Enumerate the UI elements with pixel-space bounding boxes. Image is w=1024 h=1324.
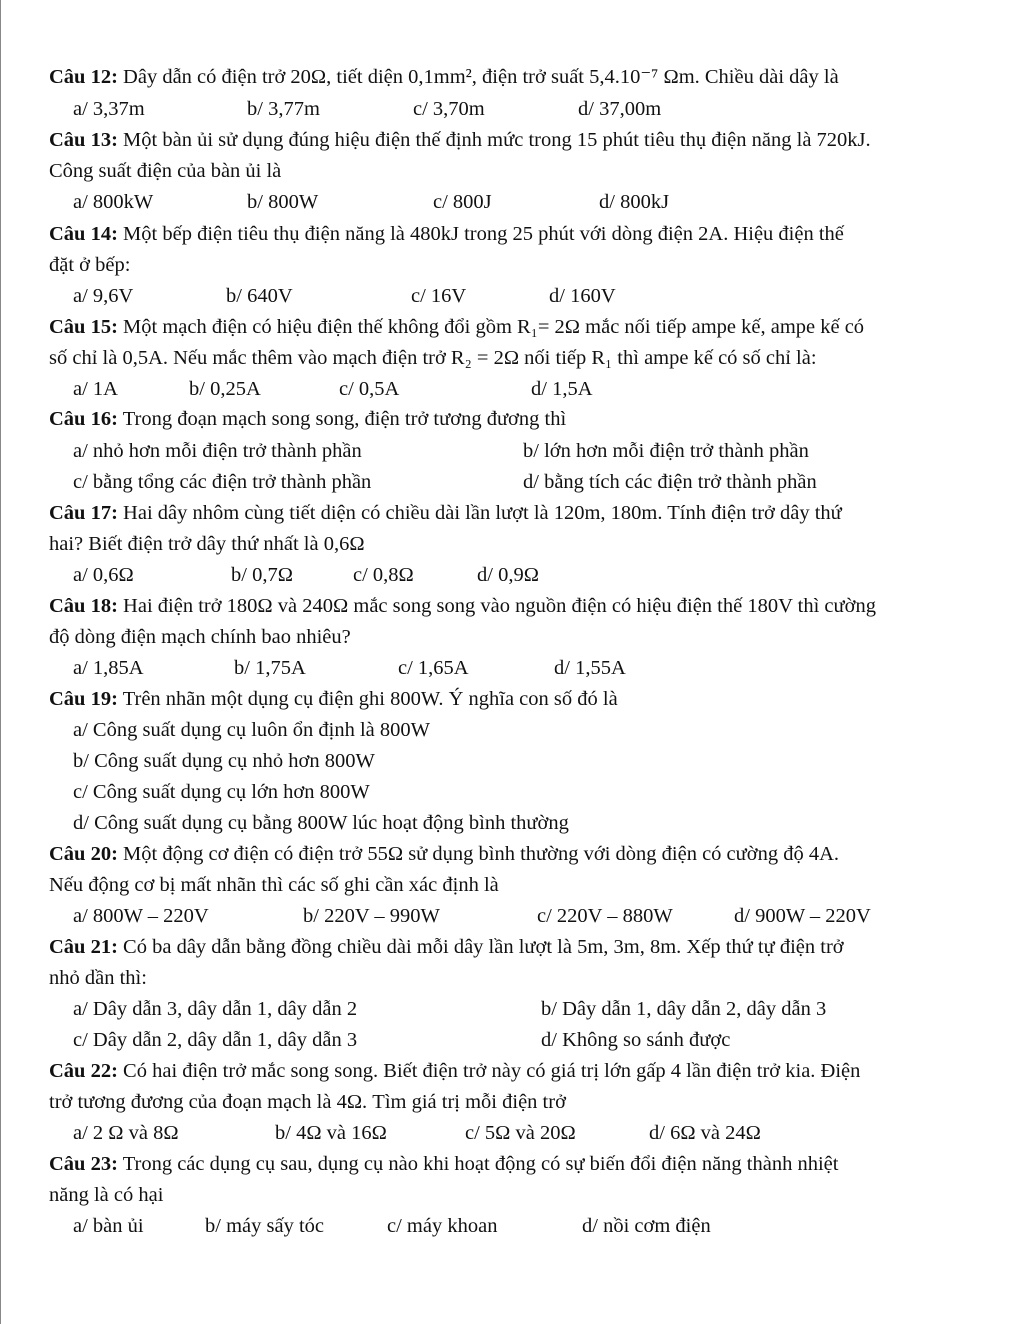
answer-18c: c/ 1,65A [398,657,469,679]
question-19: Câu 19: Trên nhãn một dụng cụ điện ghi 800W. Ý nghĩa con số đó là [49,688,618,710]
answer-14c: c/ 16V [411,285,467,307]
answer-22b: b/ 4Ω và 16Ω [275,1122,387,1144]
question-15: Câu 15: Một mạch điện có hiệu điện thế không đổi gồm R₁= 2Ω mắc nối tiếp ampe kế, ampe kế có [49,316,865,338]
answer-23c: c/ máy khoan [387,1215,498,1237]
question-14-line-2: đặt ở bếp: [49,254,131,276]
answer-23b: b/ máy sấy tóc [205,1215,324,1237]
answer-19c: c/ Công suất dụng cụ lớn hơn 800W [73,781,370,803]
question-14: Câu 14: Một bếp điện tiêu thụ điện năng là 480kJ trong 25 phút với dòng điện 2A. Hiệu điện thế [49,223,844,245]
answer-15a: a/ 1A [73,378,118,400]
answer-18a: a/ 1,85A [73,657,144,679]
answer-15b: b/ 0,25A [189,378,261,400]
question-21: Câu 21: Có ba dây dẫn bằng đồng chiều dài mỗi dây lần lượt là 5m, 3m, 8m. Xếp thứ tự điện trở [49,936,844,958]
question-23: Câu 23: Trong các dụng cụ sau, dụng cụ nào khi hoạt động có sự biến đổi điện năng thành nhiệt [49,1153,839,1175]
answer-22a: a/ 2 Ω và 8Ω [73,1122,179,1144]
answer-13c: c/ 800J [433,191,492,213]
answer-12d: d/ 37,00m [578,98,662,120]
answer-16d: d/ bằng tích các điện trở thành phần [523,471,817,493]
answer-17d: d/ 0,9Ω [477,564,539,586]
question-17-line-2: hai? Biết điện trở dây thứ nhất là 0,6Ω [49,533,365,555]
answer-14b: b/ 640V [226,285,293,307]
answer-12c: c/ 3,70m [413,98,485,120]
answer-19b: b/ Công suất dụng cụ nhỏ hơn 800W [73,750,375,772]
answer-23a: a/ bàn ủi [73,1215,144,1237]
answer-13b: b/ 800W [247,191,319,213]
answer-16a: a/ nhỏ hơn mỗi điện trở thành phần [73,440,362,462]
question-22-line-2: trở tương đương của đoạn mạch là 4Ω. Tìm giá trị mỗi điện trở [49,1091,566,1113]
answer-16c: c/ bằng tổng các điện trở thành phần [73,471,372,493]
question-13-line-2: Công suất điện của bàn ủi là [49,160,282,182]
answer-21d: d/ Không so sánh được [541,1029,731,1051]
answer-13d: d/ 800kJ [599,191,670,213]
answer-18d: d/ 1,55A [554,657,626,679]
answer-13a: a/ 800kW [73,191,154,213]
question-18: Câu 18: Hai điện trở 180Ω và 240Ω mắc song song vào nguồn điện có hiệu điện thế 180V thì cường [49,595,876,617]
answer-22c: c/ 5Ω và 20Ω [465,1122,576,1144]
answer-22d: d/ 6Ω và 24Ω [649,1122,761,1144]
answer-16b: b/ lớn hơn mỗi điện trở thành phần [523,440,809,462]
answer-17a: a/ 0,6Ω [73,564,134,586]
answer-19a: a/ Công suất dụng cụ luôn ổn định là 800W [73,719,430,741]
answer-15c: c/ 0,5A [339,378,400,400]
answer-12a: a/ 3,37m [73,98,145,120]
question-12: Câu 12: Dây dẫn có điện trở 20Ω, tiết diện 0,1mm², điện trở suất 5,4.10⁻⁷ Ωm. Chiều dài dây là [49,66,839,88]
answer-21b: b/ Dây dẫn 1, dây dẫn 2, dây dẫn 3 [541,998,827,1020]
question-17: Câu 17: Hai dây nhôm cùng tiết diện có chiều dài lần lượt là 120m, 180m. Tính điện trở dây thứ [49,502,842,524]
answer-18b: b/ 1,75A [234,657,306,679]
answer-15d: d/ 1,5A [531,378,593,400]
answer-23d: d/ nồi cơm điện [582,1215,711,1237]
answer-17c: c/ 0,8Ω [353,564,414,586]
question-20-line-2: Nếu động cơ bị mất nhãn thì các số ghi cần xác định là [49,874,499,896]
question-21-line-2: nhỏ dần thì: [49,967,147,989]
answer-12b: b/ 3,77m [247,98,320,120]
answer-19d: d/ Công suất dụng cụ bằng 800W lúc hoạt động bình thường [73,812,569,834]
question-15-line-2: số chỉ là 0,5A. Nếu mắc thêm vào mạch điện trở R₂ = 2Ω nối tiếp R₁ thì ampe kế có số chỉ là: [49,347,817,369]
answer-14a: a/ 9,6V [73,285,134,307]
answer-20c: c/ 220V – 880W [537,905,673,927]
question-20: Câu 20: Một động cơ điện có điện trở 55Ω sử dụng bình thường với dòng điện có cường độ 4A. [49,843,840,865]
answer-21c: c/ Dây dẫn 2, dây dẫn 1, dây dẫn 3 [73,1029,358,1051]
answer-14d: d/ 160V [549,285,616,307]
question-13: Câu 13: Một bàn ủi sử dụng đúng hiệu điện thế định mức trong 15 phút tiêu thụ điện năng là 720kJ. [49,129,871,151]
answer-21a: a/ Dây dẫn 3, dây dẫn 1, dây dẫn 2 [73,998,358,1020]
answer-20b: b/ 220V – 990W [303,905,440,927]
question-23-line-2: năng là có hại [49,1184,164,1206]
answer-17b: b/ 0,7Ω [231,564,293,586]
answer-20d: d/ 900W – 220V [734,905,871,927]
question-22: Câu 22: Có hai điện trở mắc song song. Biết điện trở này có giá trị lớn gấp 4 lần điện trở kia. Điện [49,1060,861,1082]
answer-20a: a/ 800W – 220V [73,905,209,927]
question-18-line-2: độ dòng điện mạch chính bao nhiêu? [49,626,351,648]
question-16: Câu 16: Trong đoạn mạch song song, điện trở tương đương thì [49,408,567,430]
